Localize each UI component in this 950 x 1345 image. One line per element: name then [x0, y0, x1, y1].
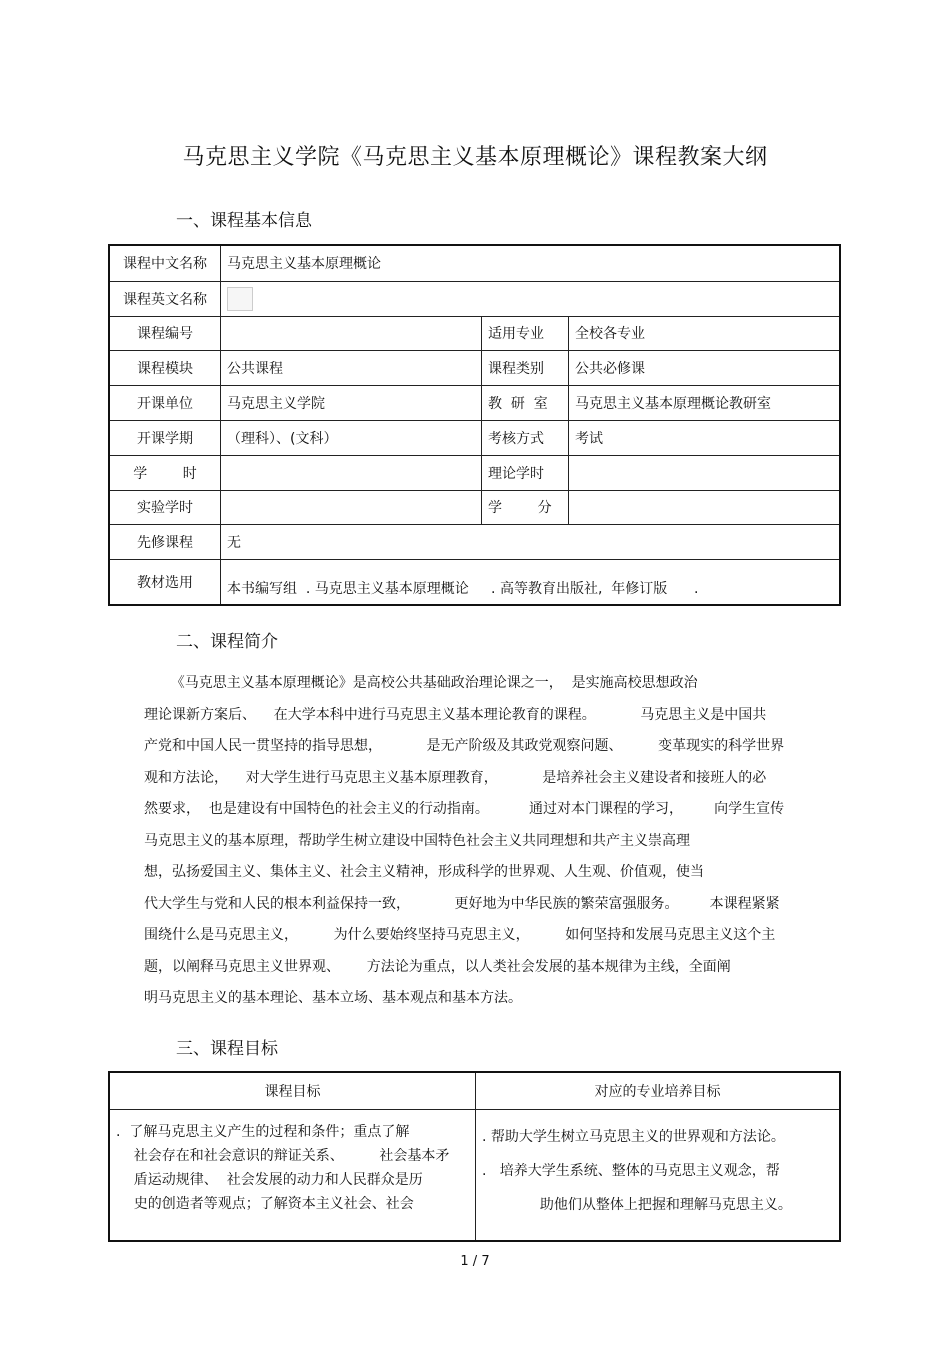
label-theory-hours: 理论学时 — [482, 455, 569, 490]
empty-field-box — [227, 287, 253, 311]
value-assessment: 考试 — [569, 420, 841, 455]
label-semester: 开课学期 — [109, 420, 221, 455]
section-heading-goals: 三、课程目标 — [176, 1039, 278, 1059]
goal-line: 社会存在和社会意识的辩证关系、 社会基本矛 — [116, 1148, 450, 1164]
intro-line: 明马克思主义的基本理论、基本立场、基本观点和基本方法。 — [144, 990, 522, 1006]
value-credits — [569, 490, 841, 524]
goal-line: 盾运动规律、 社会发展的动力和人民群众是历 — [116, 1172, 423, 1188]
label-assessment: 考核方式 — [482, 420, 569, 455]
target-line: . 帮助大学生树立马克思主义的世界观和方法论。 — [482, 1129, 785, 1145]
goals-col1-cell — [109, 1110, 476, 1242]
label-en-name: 课程英文名称 — [109, 281, 221, 316]
target-line: . 培养大学生系统、整体的马克思主义观念，帮 — [482, 1163, 780, 1179]
value-hours — [221, 455, 482, 490]
section-heading-basic-info: 一、课程基本信息 — [176, 211, 312, 231]
course-goals-table — [108, 1071, 841, 1242]
intro-line: 想，弘扬爱国主义、集体主义、社会主义精神，形成科学的世界观、人生观、价值观，使当 — [144, 864, 704, 880]
value-major: 全校各专业 — [569, 316, 841, 350]
intro-line: 《马克思主义基本原理概论》是高校公共基础政治理论课之一， 是实施高校思想政治 — [144, 675, 698, 691]
value-prereq: 无 — [221, 524, 841, 559]
value-theory-hours — [569, 455, 841, 490]
label-cn-name: 课程中文名称 — [109, 245, 221, 281]
label-module: 课程模块 — [109, 350, 221, 385]
section-heading-intro: 二、课程简介 — [176, 632, 278, 652]
value-teaching-office: 马克思主义基本原理概论教研室 — [569, 385, 841, 420]
value-module: 公共课程 — [221, 350, 482, 385]
value-cn-name: 马克思主义基本原理概论 — [221, 245, 841, 281]
intro-line: 题，以阐释马克思主义世界观、 方法论为重点，以人类社会发展的基本规律为主线，全面阐 — [144, 958, 731, 975]
label-course-code: 课程编号 — [109, 316, 221, 350]
intro-line: 理论课新方案后、 在大学本科中进行马克思主义基本理论教育的课程。 马克思主义是中国共 — [144, 706, 767, 723]
label-teaching-office: 教 研 室 — [482, 385, 569, 420]
course-info-table — [108, 244, 841, 606]
intro-line: 然要求， 也是建设有中国特色的社会主义的行动指南。 通过对本门课程的学习， 向学生宣传 — [144, 801, 785, 817]
intro-line: 产党和中国人民一贯坚持的指导思想， 是无产阶级及其政党观察问题、 变革现实的科学世界 — [144, 738, 785, 754]
label-textbook: 教材选用 — [109, 559, 221, 605]
intro-line: 围绕什么是马克思主义， 为什么要始终坚持马克思主义， 如何坚持和发展马克思主义这个主 — [144, 927, 776, 943]
value-semester: （理科）、(文科） — [221, 420, 482, 455]
target-line: 助他们从整体上把握和理解马克思主义。 — [482, 1197, 792, 1213]
label-credits: 学 分 — [482, 490, 569, 524]
goal-line: . 了解马克思主义产生的过程和条件；重点了解 — [116, 1124, 410, 1140]
value-category: 公共必修课 — [569, 350, 841, 385]
intro-line: 观和方法论， 对大学生进行马克思主义基本原理教育， 是培养社会主义建设者和接班人的必 — [144, 769, 767, 786]
value-textbook: 本书编写组 . 马克思主义基本原理概论 . 高等教育出版社, 年修订版 . — [221, 559, 841, 605]
value-en-name — [221, 281, 841, 316]
goals-col2-header: 对应的专业培养目标 — [476, 1072, 841, 1110]
label-hours: 学 时 — [109, 455, 221, 490]
value-course-code — [221, 316, 482, 350]
value-unit: 马克思主义学院 — [221, 385, 482, 420]
goals-col2-cell — [476, 1110, 841, 1242]
course-intro-paragraph — [144, 668, 814, 1015]
intro-line: 代大学生与党和人民的根本利益保持一致， 更好地为中华民族的繁荣富强服务。 本课程紧紧 — [144, 895, 780, 912]
value-lab-hours — [221, 490, 482, 524]
label-category: 课程类别 — [482, 350, 569, 385]
goal-line: 史的创造者等观点；了解资本主义社会、社会 — [116, 1196, 414, 1212]
label-prereq: 先修课程 — [109, 524, 221, 559]
document-title: 马克思主义学院《马克思主义基本原理概论》课程教案大纲 — [182, 145, 768, 170]
label-lab-hours: 实验学时 — [109, 490, 221, 524]
intro-line: 马克思主义的基本原理，帮助学生树立建设中国特色社会主义共同理想和共产主义崇高理 — [144, 832, 690, 849]
label-major: 适用专业 — [482, 316, 569, 350]
label-unit: 开课单位 — [109, 385, 221, 420]
goals-col1-header: 课程目标 — [109, 1072, 476, 1110]
page-number: 1 / 7 — [460, 1254, 490, 1269]
